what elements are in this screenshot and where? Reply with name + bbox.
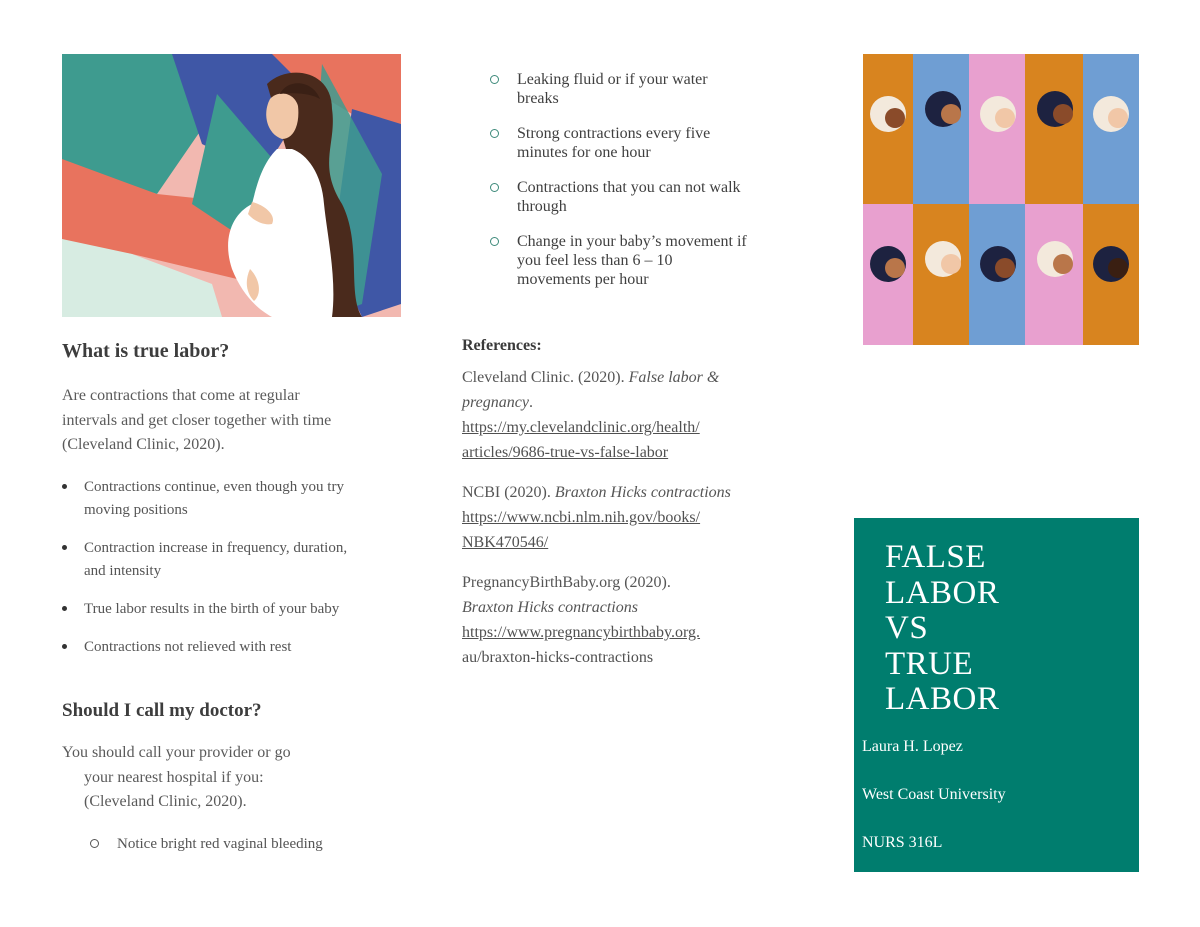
reference-title: Braxton Hicks contractions [554,484,731,501]
true-labor-list [62,476,352,674]
list-item [62,636,352,659]
list-item-text: Contractions not relieved with rest [84,639,292,655]
bullet-icon [62,606,67,611]
reference-link-line: https://www.ncbi.nlm.nih.gov/books/ [462,509,701,526]
warning-sign-text: Notice bright red vaginal bleeding [117,836,323,852]
reference-author: Cleveland Clinic. (2020). [462,369,629,386]
cover-title-line: LABOR [885,681,1000,717]
circle-bullet-icon [490,129,499,138]
reference-link[interactable] [462,419,700,461]
reference-link-line: NBK470546/ [462,534,549,551]
list-item [62,598,352,621]
reference-entry [462,480,752,555]
list-item [490,232,750,289]
list-item [490,178,750,216]
list-item-text: Change in your baby’s movement if you feel less than 6 – 10 movements per hour [517,233,747,288]
bullet-icon [62,644,67,649]
cover-title-line: FALSE [885,539,986,575]
reference-author: PregnancyBirthBaby.org (2020). [462,574,671,591]
list-item-text: True labor results in the birth of your baby [84,601,340,617]
list-item [62,476,352,522]
reference-link-tail: au/braxton-hicks-contractions [462,649,654,666]
diverse-women-pattern [863,54,1139,345]
reference-link[interactable] [462,509,700,551]
bullet-icon [62,545,67,550]
reference-entry [462,365,752,465]
list-item-text: Contractions continue, even though you try moving positions [84,479,344,518]
circle-bullet-icon [90,839,99,848]
true-labor-description: Are contractions that come at regular intervals and get closer together with time (Cleveland Clinic, 2020). [62,387,332,453]
circle-bullet-icon [490,183,499,192]
brochure-cover-panel [854,518,1139,872]
reference-link-line: https://www.pregnancybirthbaby.org. [462,624,701,641]
author-name: Laura H. Lopez [862,738,963,755]
reference-entry [462,570,752,670]
warning-sign-item [90,832,347,857]
cover-title-line: LABOR [885,574,1000,611]
list-item [490,70,750,108]
list-item-text: Leaking fluid or if your water breaks [517,71,708,107]
true-labor-heading: What is true labor? [62,340,230,362]
reference-link-line: https://my.clevelandclinic.org/health/ [462,419,700,436]
cover-title-line: TRUE [885,645,974,682]
reference-punctuation: . [528,394,533,411]
list-item-text: Strong contractions every five minutes for one hour [517,125,711,161]
list-item-text: Contraction increase in frequency, duration, and intensity [84,540,348,579]
reference-link-line: articles/9686-true-vs-false-labor [462,444,669,461]
description-line: (Cleveland Clinic, 2020). [84,793,247,810]
school-name: West Coast University [862,786,1006,803]
list-item [490,124,750,162]
bullet-icon [62,484,67,489]
cover-title [885,540,999,718]
reference-title: Braxton Hicks contractions [462,599,638,616]
reference-author: NCBI (2020). [462,484,555,501]
references-list [462,365,752,685]
description-line: your nearest hospital if you: [84,768,264,786]
course-code: NURS 316L [862,834,943,851]
call-doctor-heading: Should I call my doctor? [62,700,262,721]
pregnant-woman-illustration [62,54,401,317]
description-line: You should call your provider or go [62,744,291,761]
circle-bullet-icon [490,75,499,84]
call-doctor-description [62,741,352,815]
reference-link[interactable] [462,624,700,641]
list-item-text: Contractions that you can not walk through [517,179,741,215]
references-heading: References: [462,337,542,354]
warning-signs-list [490,70,750,305]
circle-bullet-icon [490,237,499,246]
reference-title: False labor & pregnancy [462,369,720,411]
list-item [62,537,352,583]
cover-title-line: VS [885,610,929,646]
